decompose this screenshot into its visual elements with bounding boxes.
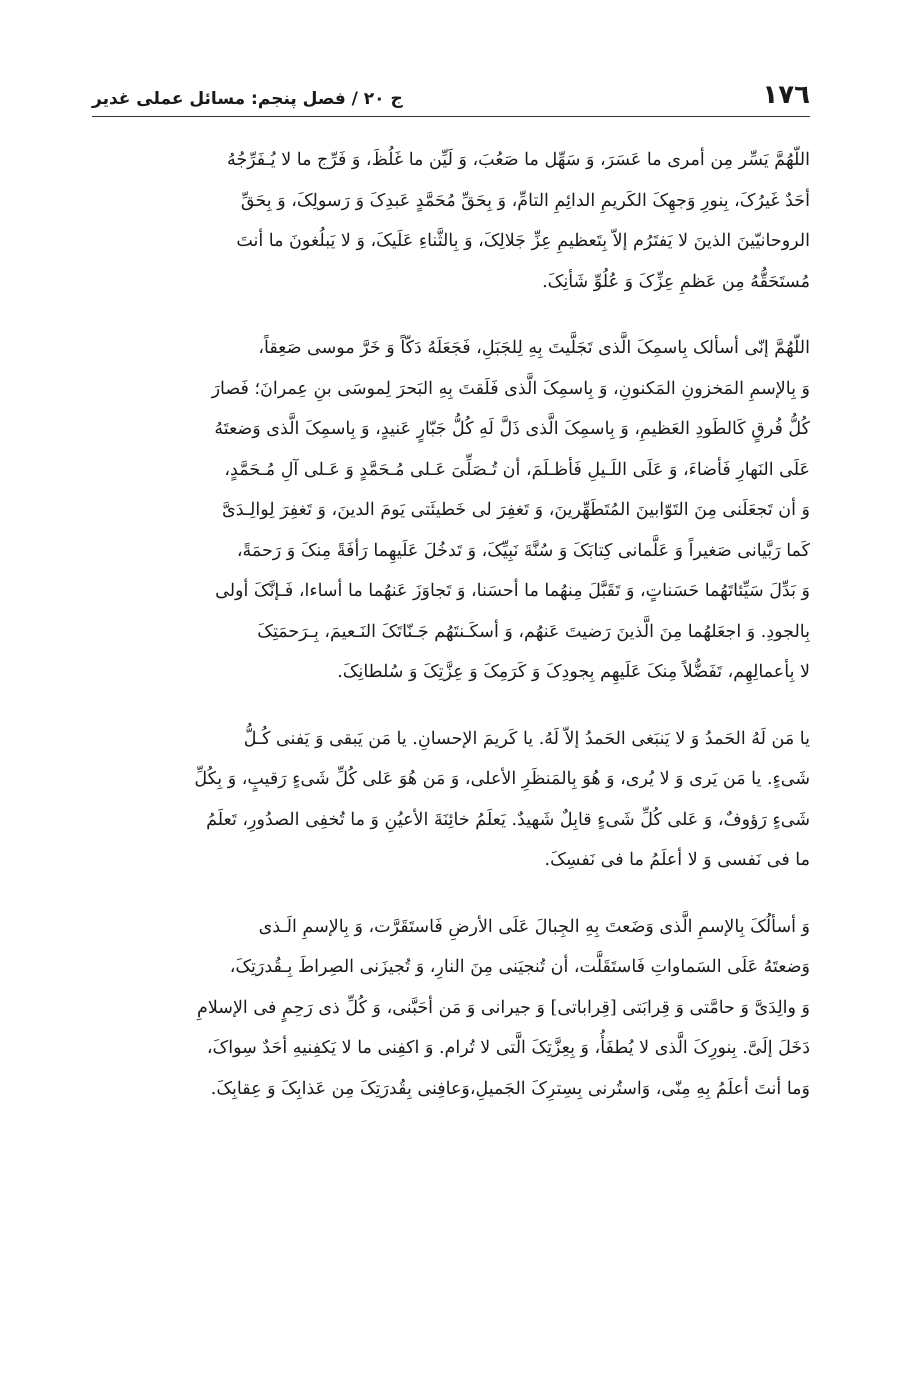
paragraph-1 (92, 140, 810, 302)
page-number: ١٧٦ (762, 80, 810, 110)
text-line: اللّهُمَّ يَسِّر مِن أمرى ما عَسَرَ، وَ سَهِّل ما صَعُبَ، وَ لَيِّن ما غَلُظَ، وَ فَرِّج ما لا يُـفَرِّجُهُ (226, 150, 810, 170)
paragraph-3 (92, 719, 810, 881)
text-line: وَ بَدِّلَ سَيِّئاتَهُما حَسَناتٍ، وَ تَقَبَّلَ مِنهُما ما أحسَنا، وَ تَجاوَزَ عَنهُما ما أساءا، فَـإنَّکَ أولى (215, 581, 810, 601)
text-line: شَیءٍ. يا مَن يَرى وَ لا يُرى، وَ هُوَ بِالمَنظَرِ الأعلى، وَ مَن هُوَ عَلى کُلِّ شَیءٍ رَقيبٍ، وَ بِکُلِّ (194, 769, 810, 789)
text-line: الروحانيّينَ الذينَ لا يَفتَرُم إلاّ بِتَعظيمِ عِزِّ جَلالِکَ، وَ بِالثَّناءِ عَلَيکَ، وَ لا يَبلُغونَ ما أنتَ (236, 231, 810, 251)
text-line: کَما رَبَّيانى صَغيراً وَ عَلَّمانى کِتابَکَ وَ سُنَّةَ نَبِيِّکَ، وَ تَدخُلَ عَلَيهِما رَأفَةً مِنکَ وَ رَحمَةً، (236, 540, 810, 561)
text-line: لا بِأعمالِهِم، تَفَضُّلاً مِنکَ عَلَيهِم بِجودِکَ وَ کَرَمِکَ وَ عِزَّتِکَ وَ سُلطانِکَ. (337, 662, 810, 682)
text-line: وَ والِدَىَّ وَ حامَّتى وَ قِرابَتى [قِراباتى] وَ جيرانى وَ مَن أحَبَّنى، وَ کُلِّ ذى رَحِمٍ فى الإسلامِ (197, 997, 810, 1018)
text-line: مُستَحَقُّهُ مِن عَظمِ عِزِّکَ وَ عُلُوِّ شَأنِکَ. (542, 271, 810, 292)
page-header (92, 68, 810, 108)
paragraph-2 (92, 328, 810, 693)
text-line: شَیءٍ رَؤوفٌ، وَ عَلى کُلِّ شَیءٍ قابِلٌ شَهيدٌ. يَعلَمُ خائِنَةَ الأعيُنِ وَ ما تُخفِى الصدُورِ، تَعلَمُ (206, 809, 810, 830)
paragraph-4 (92, 907, 810, 1110)
text-line: ما فى نَفسى وَ لا أعلَمُ ما فى نَفسِکَ. (544, 850, 810, 870)
text-line: کُلُّ فُرقٍ کَالطَودِ العَظيمِ، وَ بِاسمِکَ الَّذى ذَلَّ لَهِ کُلُّ جَبّارٍ عَنيدٍ، وَ بِاسمِکَ الَّذى وَضعتَهُ (214, 419, 810, 439)
text-line: وَضعتَهُ عَلَى السَماواتِ فَاستَقَلَّت، أن تُنجيَنى مِنَ النارِ، وَ تُجيزَنى الصِراطَ بِـقُدرَتِکَ، (229, 957, 810, 977)
text-line: وَما أنتَ أعلَمُ بِهِ مِنّى، وَاستُرنى بِسِترِکَ الجَميلِ،وَعافِنى بِقُدرَتِکَ مِن عَذابِکَ وَ عِقابِکَ. (210, 1078, 810, 1099)
text-line: يا مَن لَهُ الحَمدُ وَ لا يَنبَغى الحَمدُ إلاّ لَهُ. يا کَريمَ الإحسانِ. يا مَن يَبقى وَ يَفنى کُـلُّ (243, 728, 810, 749)
text-line: أحَدٌ غَيرُکَ، بِنورِ وَجهِکَ الکَريمِ الدائِمِ التامِّ، وَ بِحَقِّ مُحَمَّدٍ عَبدِکَ وَ رَسولِکَ، وَ بِحَقِّ (240, 190, 810, 211)
text-line: بِالجودِ. وَ اجعَلهُما مِنَ الَّذينَ رَضيتَ عَنهُم، وَ أسکَـنتَهُم جَـنّاتَکَ النَـعيمَ، بِـرَحمَتِکَ (257, 621, 810, 642)
text-line: وَ أن تَجعَلَنى مِنَ التَوّابينَ المُتَطَهِّرينَ، وَ تَغفِرَ لى خَطيئَتى يَومَ الدينَ، وَ تَغفِرَ لِوالِـدَىَّ (222, 500, 810, 520)
text-line: وَ بِالإسمِ المَخزونِ المَکنونِ، وَ بِاسمِکَ الَّذى فَلَقتَ بِهِ البَحرَ لِموسَى بنِ عِمرانَ؛ فَصارَ (211, 378, 810, 399)
text-line: دَخَلَ إلَیَّ. بِنورِکَ الَّذى لا يُطفَأُ، وَ بِعِزَّتِکَ الَّتى لا تُرام. وَ اکفِنى ما لا يَکفِنيهِ أحَدٌ سِواکَ، (206, 1038, 810, 1058)
text-line: وَ أسألُکَ بِالإسمِ الَّذى وَضَعتَ بِهِ الجِبالَ عَلَى الأرضِ فَاستَقَرَّت، وَ بِالإسمِ الَـذى (258, 916, 810, 937)
text-line: اللّهُمَّ إنّى أسألک بِاسمِکَ الَّذى تَجَلَّيتَ بِهِ لِلجَبَلِ، فَجَعَلَهُ دَکّاً وَ خَرَّ موسى صَعِقاً، (258, 338, 810, 358)
page-body (92, 140, 810, 1135)
text-line: عَلَى النَهارِ فَأضاءَ، وَ عَلَى اللَـيلِ فَأظـلَمَ، أن تُـصَلِّىَ عَـلى مُـحَمَّدٍ وَ عَـلى آلِ مُـحَمَّدٍ، (224, 459, 810, 480)
running-title: ج ٢٠ / فصل پنجم: مسائل عملی غدیر (92, 89, 403, 109)
header-rule (92, 116, 810, 117)
